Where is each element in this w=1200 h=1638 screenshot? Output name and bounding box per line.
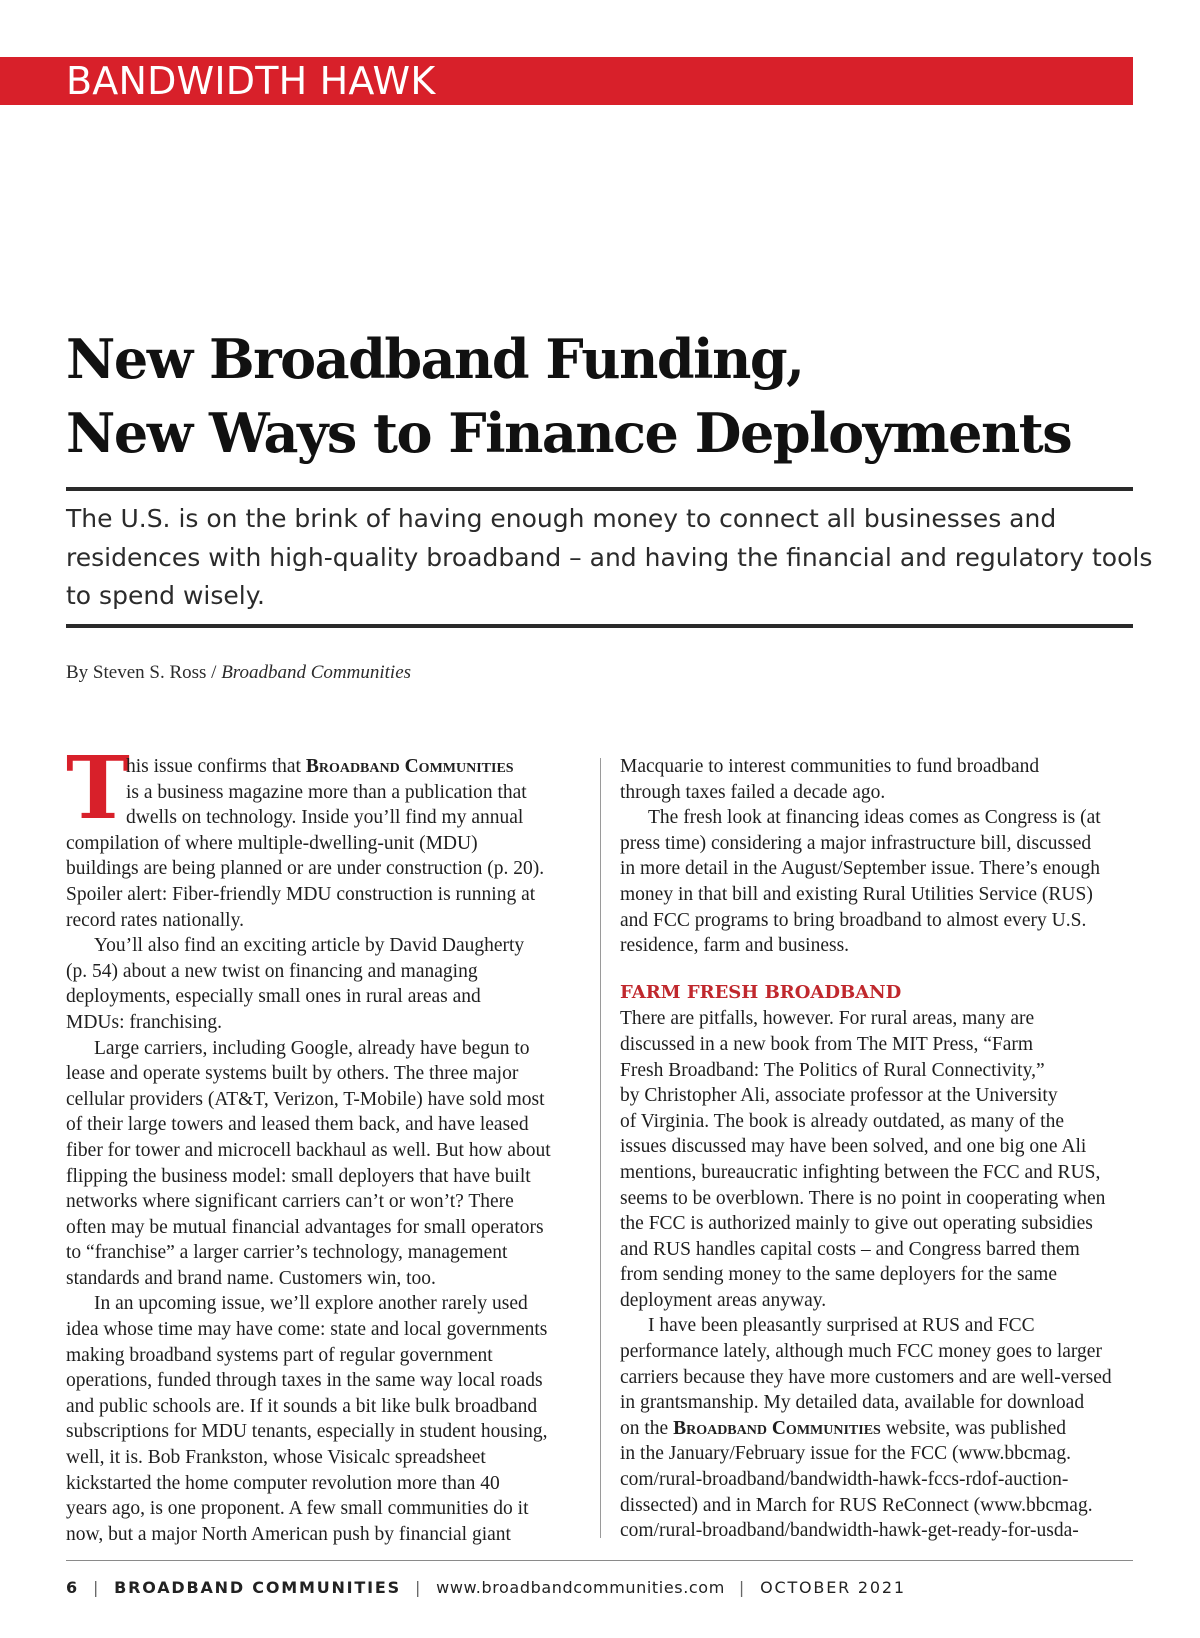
body-line: carriers because they have more customers and are well-versed	[620, 1366, 1112, 1388]
body-text: website, was published	[880, 1417, 1067, 1439]
body-line: to “franchise” a larger carrier’s technology, management	[66, 1242, 508, 1264]
body-line: idea whose time may have come: state and local governments	[66, 1319, 548, 1341]
body-line: com/rural-broadband/bandwidth-hawk-get-ready-for-usda-	[620, 1520, 1079, 1542]
body-line: MDUs: franchising.	[66, 1011, 222, 1033]
body-line: com/rural-broadband/bandwidth-hawk-fccs-rdof-auction-	[620, 1469, 1069, 1491]
section-banner	[0, 57, 1133, 105]
body-line: the FCC is authorized mainly to give out operating subsidies	[620, 1213, 1093, 1235]
brand-name: Broadband Communities	[305, 756, 514, 777]
body-line: is a business magazine more than a publication that	[126, 781, 527, 803]
body-line: and public schools are. If it sounds a bit like bulk broadband	[66, 1395, 538, 1417]
body-line: kickstarted the home computer revolution more than 40	[66, 1472, 500, 1494]
article-column-left	[66, 754, 586, 1547]
body-line: (p. 54) about a new twist on financing and managing	[66, 960, 478, 982]
footer-separator: |	[414, 1578, 423, 1597]
body-line: press time) considering a major infrastructure bill, discussed	[620, 832, 1092, 854]
body-line: seems to be overblown. There is no point in cooperating when	[620, 1187, 1106, 1209]
body-line: discussed in a new book from The MIT Press, “Farm	[620, 1033, 1034, 1055]
body-line: now, but a major North American push by financial giant	[66, 1523, 511, 1545]
body-line: making broadband systems part of regular government	[66, 1344, 493, 1366]
body-line: Macquarie to interest communities to fund broadband	[620, 756, 1040, 777]
section-label: BANDWIDTH HAWK	[66, 59, 436, 103]
body-line: years ago, is one proponent. A few small communities do it	[66, 1498, 529, 1520]
body-line: cellular providers (AT&T, Verizon, T-Mobile) have sold most	[66, 1088, 545, 1110]
body-line: standards and brand name. Customers win, too.	[66, 1267, 436, 1289]
body-line: mentions, bureaucratic infighting between the FCC and RUS,	[620, 1161, 1101, 1183]
article-headline	[66, 322, 1146, 470]
byline-author: By Steven S. Ross /	[66, 662, 222, 683]
footer-separator: |	[738, 1578, 747, 1597]
footer-issue-date: OCTOBER 2021	[760, 1578, 906, 1597]
body-line: In an upcoming issue, we’ll explore another rarely used	[94, 1293, 528, 1315]
page-footer	[66, 1578, 906, 1597]
body-line: by Christopher Ali, associate professor at the University	[620, 1085, 1058, 1107]
footer-url: www.broadbandcommunities.com	[436, 1578, 725, 1597]
body-line: The fresh look at financing ideas comes as Congress is (at	[648, 807, 1101, 829]
body-line: performance lately, although much FCC money goes to larger	[620, 1341, 1102, 1363]
byline-publication: Broadband Communities	[221, 662, 412, 683]
body-line: in grantsmanship. My detailed data, available for download	[620, 1392, 1085, 1414]
deck-line: to spend wisely.	[66, 581, 265, 610]
body-line: Fresh Broadband: The Politics of Rural Connectivity,”	[620, 1059, 1045, 1081]
page-number: 6	[66, 1578, 79, 1597]
body-line: You’ll also find an exciting article by David Daugherty	[94, 935, 525, 957]
footer-rule	[66, 1560, 1133, 1561]
body-line: fiber for tower and microcell backhaul as well. But how about	[66, 1139, 551, 1161]
body-line: Spoiler alert: Fiber-friendly MDU construction is running at	[66, 883, 536, 905]
drop-cap: T	[66, 738, 130, 839]
body-line: well, it is. Bob Frankston, whose Visicalc spreadsheet	[66, 1447, 486, 1469]
footer-separator: |	[92, 1578, 101, 1597]
body-line: operations, funded through taxes in the same way local roads	[66, 1370, 543, 1392]
body-line: residence, farm and business.	[620, 935, 850, 957]
body-line: dwells on technology. Inside you’ll find my annual	[126, 807, 524, 829]
body-line: of Virginia. The book is already outdated, as many of the	[620, 1110, 1064, 1132]
body-line: flipping the business model: small deployers that have built	[66, 1165, 531, 1187]
brand-name: Broadband Communities	[673, 1417, 881, 1439]
body-line: I have been pleasantly surprised at RUS and FCC	[648, 1315, 1035, 1337]
deck-top-rule	[66, 487, 1133, 491]
body-line: buildings are being planned or are under construction (p. 20).	[66, 858, 545, 880]
article-column-right	[620, 754, 1140, 1544]
headline-line: New Broadband Funding,	[66, 327, 804, 391]
body-line: from sending money to the same deployers for the same	[620, 1264, 1058, 1286]
column-divider	[600, 758, 601, 1538]
body-line: and RUS handles capital costs – and Congress barred them	[620, 1238, 1080, 1260]
body-line: subscriptions for MDU tenants, especially in student housing,	[66, 1421, 548, 1443]
body-line: in more detail in the August/September issue. There’s enough	[620, 858, 1101, 880]
body-line: through taxes failed a decade ago.	[620, 781, 886, 803]
body-line: Large carriers, including Google, already have begun to	[94, 1037, 530, 1059]
body-line: money in that bill and existing Rural Utilities Service (RUS)	[620, 883, 1093, 905]
body-line: in the January/February issue for the FCC (www.bbcmag.	[620, 1443, 1071, 1465]
body-line: of their large towers and leased them back, and have leased	[66, 1114, 529, 1136]
body-line: deployments, especially small ones in rural areas and	[66, 986, 481, 1008]
body-text: on the	[620, 1417, 674, 1439]
body-line: issues discussed may have been solved, and one big one Ali	[620, 1136, 1087, 1158]
body-text: his issue confirms that	[126, 756, 306, 777]
body-line: lease and operate systems built by others. The three major	[66, 1063, 519, 1085]
footer-publication: BROADBAND COMMUNITIES	[114, 1578, 401, 1597]
body-line: and FCC programs to bring broadband to almost every U.S.	[620, 909, 1087, 931]
body-line: dissected) and in March for RUS ReConnect (www.bbcmag.	[620, 1494, 1093, 1516]
body-line: compilation of where multiple-dwelling-unit (MDU)	[66, 832, 478, 854]
deck-line: The U.S. is on the brink of having enough money to connect all businesses and	[66, 504, 1057, 533]
deck-bottom-rule	[66, 624, 1133, 628]
deck-line: residences with high-quality broadband – and having the financial and regulatory tools	[66, 542, 1153, 572]
body-line: There are pitfalls, however. For rural areas, many are	[620, 1008, 1035, 1030]
body-line	[66, 754, 586, 780]
byline	[66, 662, 411, 684]
body-line: networks where significant carriers can’t or won’t? There	[66, 1191, 514, 1213]
body-line	[620, 1416, 1140, 1442]
body-line: often may be mutual financial advantages for small operators	[66, 1216, 544, 1238]
section-subhead: FARM FRESH BROADBAND	[620, 981, 902, 1003]
body-line: deployment areas anyway.	[620, 1289, 827, 1311]
article-deck	[66, 500, 1153, 616]
headline-line: New Ways to Finance Deployments	[66, 401, 1072, 465]
body-line: record rates nationally.	[66, 909, 244, 931]
